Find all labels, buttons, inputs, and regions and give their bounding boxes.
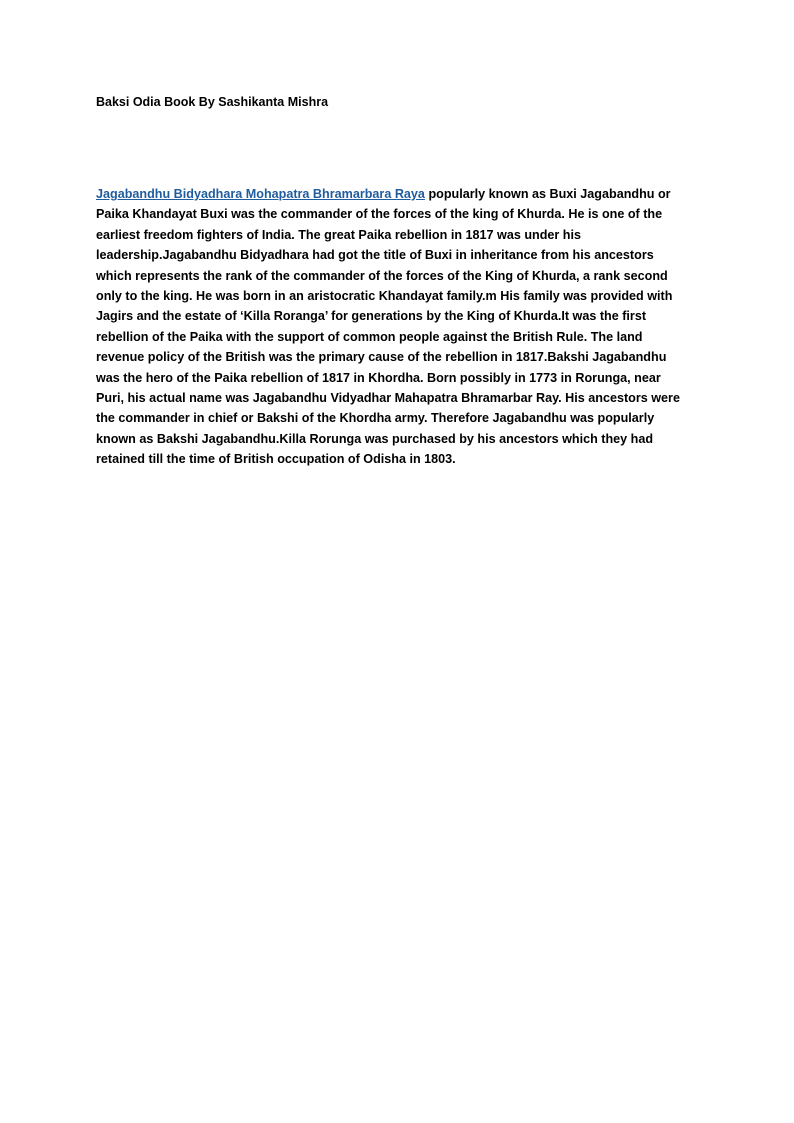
document-body — [96, 184, 681, 470]
article-body-text: popularly known as Buxi Jagabandhu or Paika Khandayat Buxi was the commander of the forces of the king of Khurda. He is one of the earliest freedom fighters of India. The great Paika rebellion in 1817 was under his leadership.Jagabandhu Bidyadhara had got the title of Buxi in inheritance from his ancestors which represents the rank of the commander of the forces of the King of Khurda, a rank second only to the king. He was born in an aristocratic Khandayat family.m His family was provided with Jagirs and the estate of ‘Killa Roranga’ for generations by the King of Khurda.It was the first rebellion of the Paika with the support of common people against the British Rule. The land revenue policy of the British was the primary cause of the rebellion in 1817.Bakshi Jagabandhu was the hero of the Paika rebellion of 1817 in Khordha. Born possibly in 1773 in Rorunga, near Puri, his actual name was Jagabandhu Vidyadhar Mahapatra Bhramarbar Ray. His ancestors were the commander in chief or Bakshi of the Khordha army. Therefore Jagabandhu was popularly known as Bakshi Jagabandhu.Killa Rorunga was purchased by his ancestors which they had retained till the time of British occupation of Odisha in 1803. — [96, 187, 680, 467]
page-title: Baksi Odia Book By Sashikanta Mishra — [96, 95, 329, 109]
article-subject-link[interactable]: Jagabandhu Bidyadhara Mohapatra Bhramarbara Raya — [96, 187, 425, 201]
